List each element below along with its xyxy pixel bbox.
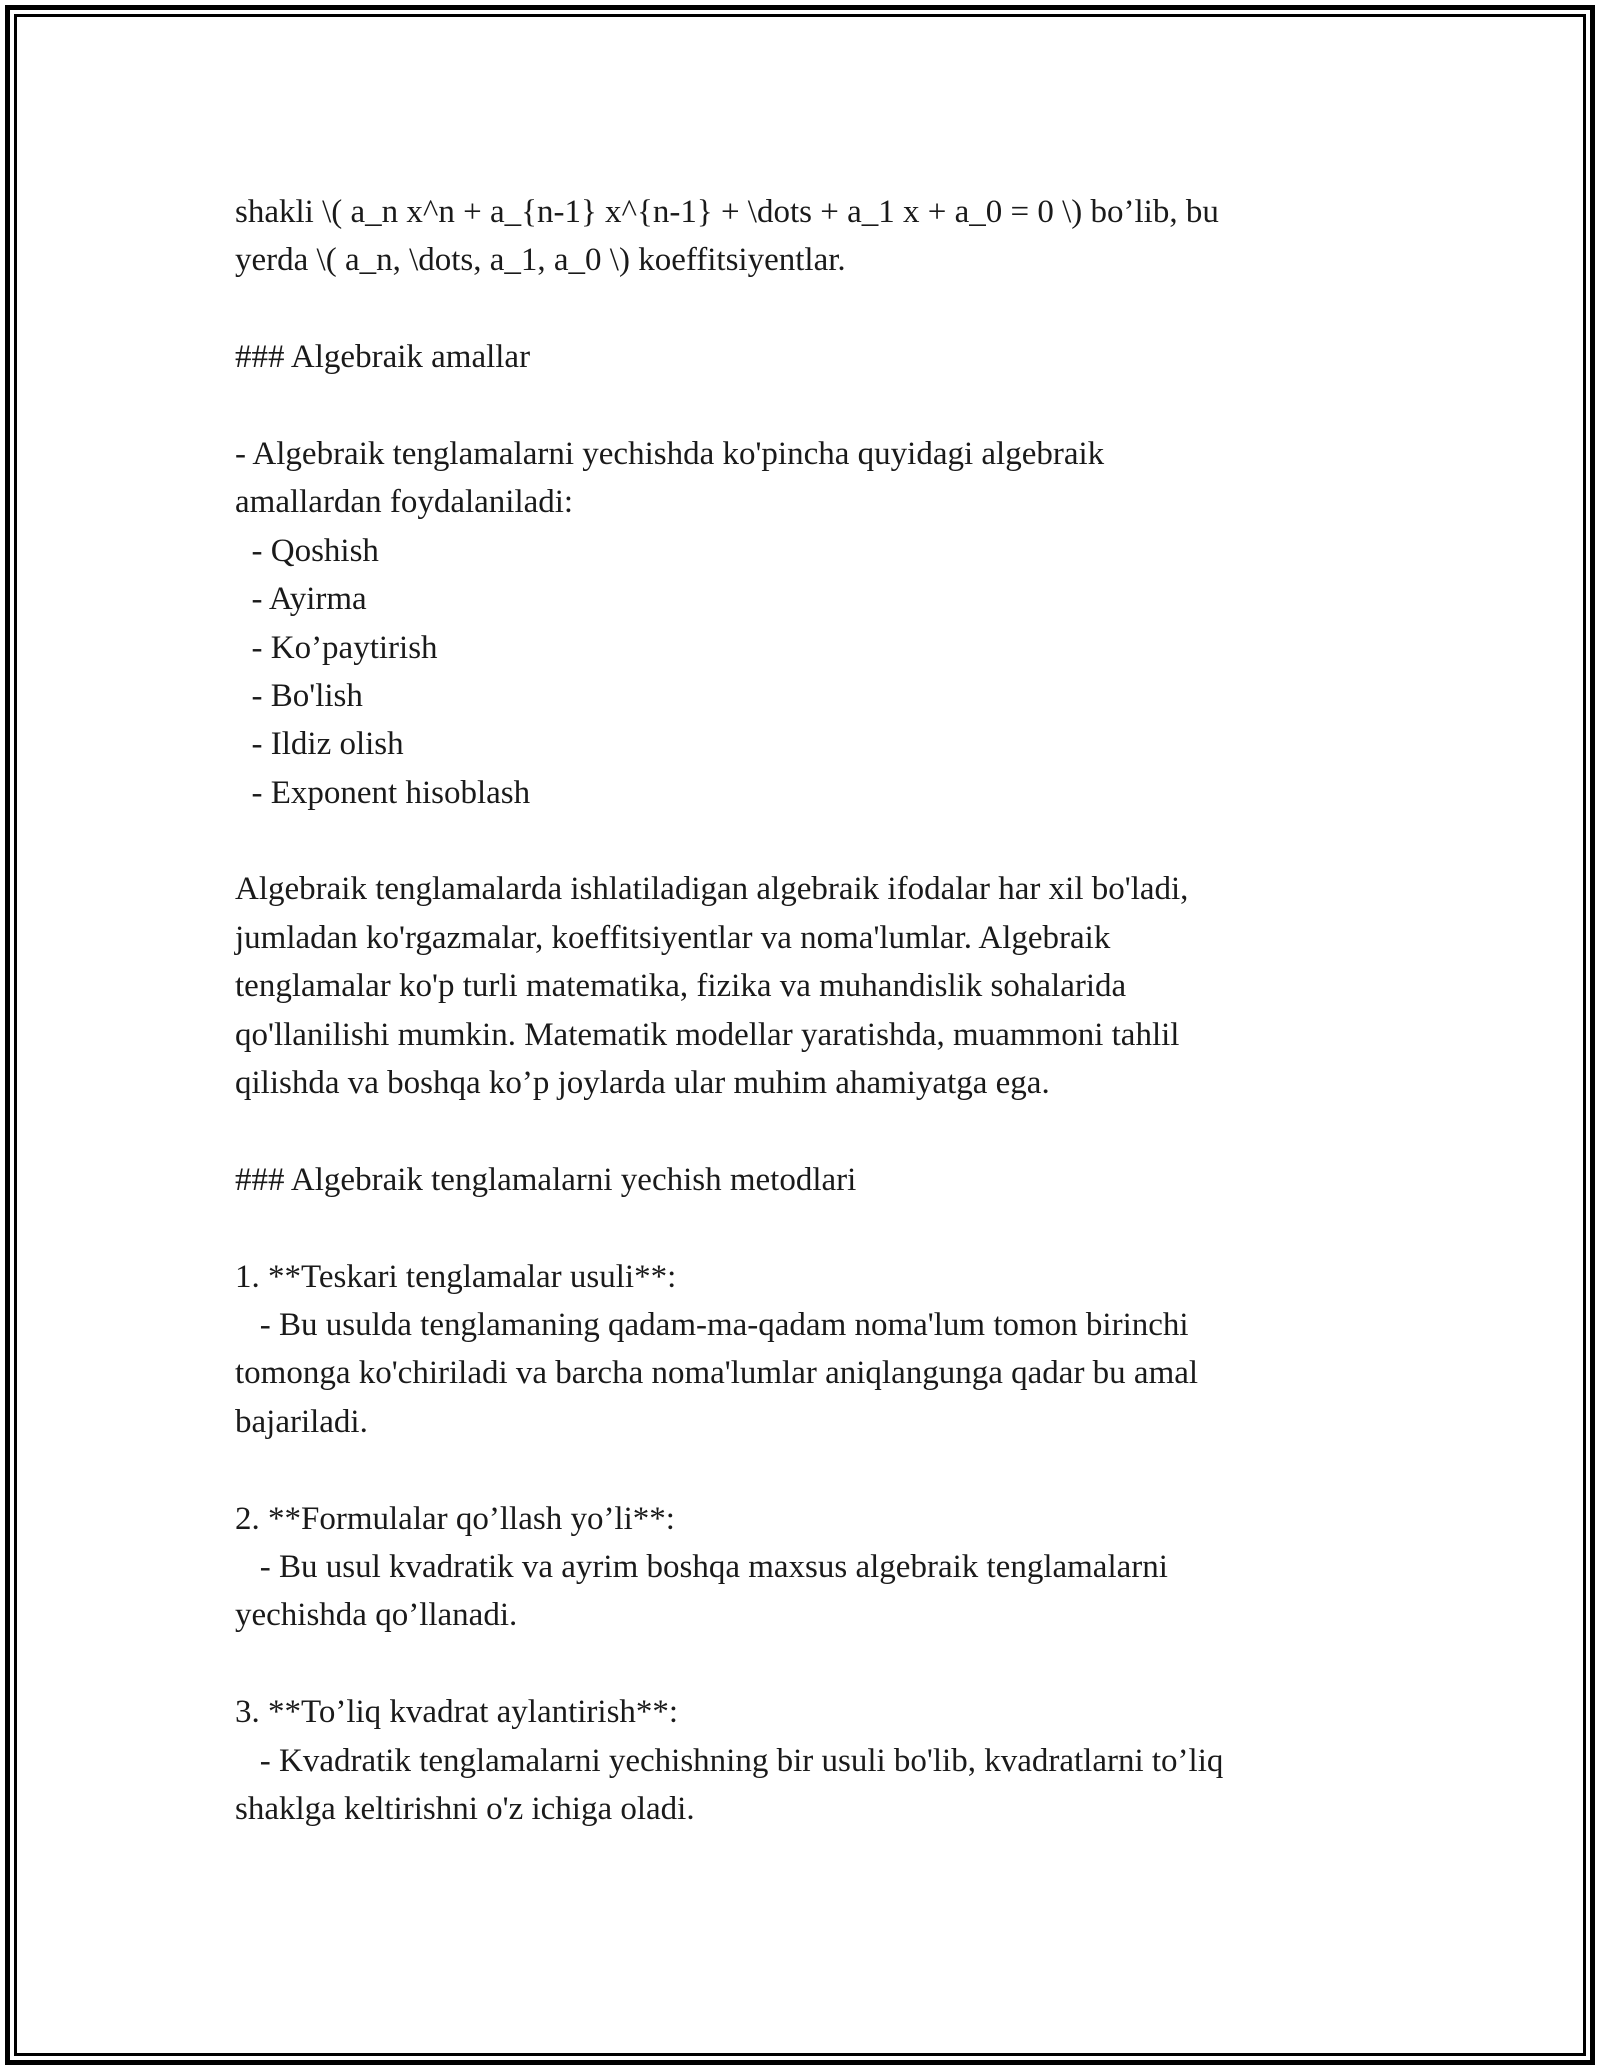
list-item: - Qoshish (235, 532, 379, 569)
blank-line (235, 285, 1365, 333)
text-line: tenglamalar ko'p turli matematika, fizika va muhandislik sohalarida (235, 968, 1127, 1005)
text-line: - Bu usulda tenglamaning qadam-ma-qadam noma'lum tomon birinchi (235, 1306, 1189, 1343)
operations-list (235, 527, 1365, 817)
method-3 (235, 1688, 1365, 1833)
method-title: 2. **Formulalar qo’llash yo’li**: (235, 1500, 675, 1537)
blank-line (235, 382, 1365, 430)
blank-line (235, 817, 1365, 865)
text-line: shaklga keltirishni o'z ichiga oladi. (235, 1790, 695, 1827)
heading-algebraic-operations: ### Algebraik amallar (235, 339, 531, 376)
method-title: 3. **To’liq kvadrat aylantirish**: (235, 1694, 679, 1731)
blank-line (235, 1640, 1365, 1688)
text-line: Algebraik tenglamalarda ishlatiladigan algebraik ifodalar har xil bo'ladi, (235, 871, 1189, 908)
method-2 (235, 1495, 1365, 1640)
blank-line (235, 1446, 1365, 1494)
method-title: 1. **Teskari tenglamalar usuli**: (235, 1258, 677, 1295)
paragraph-expressions (235, 865, 1365, 1107)
text-line: - Bu usul kvadratik va ayrim boshqa maxsus algebraik tenglamalarni (235, 1548, 1168, 1585)
text-line: qo'llanilishi mumkin. Matematik modellar yaratishda, muammoni tahlil (235, 1016, 1180, 1053)
list-item: - Ko’paytirish (235, 629, 438, 666)
text-line: qilishda va boshqa ko’p joylarda ular muhim ahamiyatga ega. (235, 1065, 1050, 1102)
document-body (235, 188, 1365, 1833)
blank-line (235, 1107, 1365, 1155)
method-1 (235, 1253, 1365, 1447)
text-line: shakli \( a_n x^n + a_{n-1} x^{n-1} + \dots + a_1 x + a_0 = 0 \) bo’lib, bu (235, 194, 1219, 230)
text-line: amallardan foydalaniladi: (235, 484, 574, 521)
text-line: yerda \( a_n, \dots, a_1, a_0 \) koeffitsiyentlar. (235, 242, 846, 279)
text-line: jumladan ko'rgazmalar, koeffitsiyentlar va noma'lumlar. Algebraik (235, 919, 1111, 956)
list-item: - Ildiz olish (235, 726, 404, 763)
text-line: tomonga ko'chiriladi va barcha noma'lumlar aniqlangunga qadar bu amal (235, 1355, 1199, 1392)
heading-solving-methods: ### Algebraik tenglamalarni yechish metodlari (235, 1161, 857, 1198)
text-line: - Kvadratik tenglamalarni yechishning bir usuli bo'lib, kvadratlarni to’liq (235, 1742, 1224, 1779)
list-item: - Bo'lish (235, 677, 363, 714)
list-item: - Exponent hisoblash (235, 774, 531, 811)
blank-line (235, 1204, 1365, 1252)
paragraph-polynomial-form (235, 188, 1365, 285)
text-line: - Algebraik tenglamalarni yechishda ko'pincha quyidagi algebraik (235, 435, 1105, 472)
text-line: bajariladi. (235, 1403, 368, 1440)
text-line: yechishda qo’llanadi. (235, 1597, 518, 1634)
paragraph-operations-intro (235, 430, 1365, 527)
list-item: - Ayirma (235, 581, 367, 618)
